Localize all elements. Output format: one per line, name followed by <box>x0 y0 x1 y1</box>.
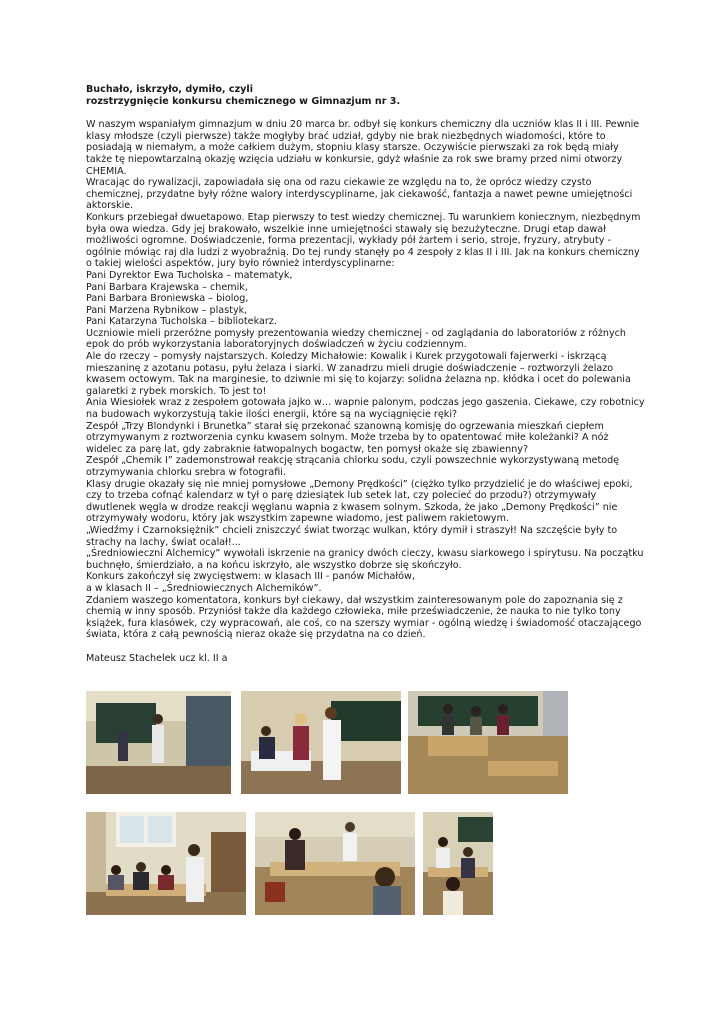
paragraph-2: Wracając do rywalizacji, zapowiadała się ona od razu ciekawie ze względu na to, że oprócz wiedzy czysto chemicznej, przydatne były różne walory interdyscyplinarne, jak ciekawość, fantazja a nawet pewne umiejętności aktorskie. <box>86 177 633 212</box>
jury-member-1: Pani Dyrektor Ewa Tucholska – matematyk, <box>86 269 293 281</box>
photo-3 <box>408 691 568 794</box>
result-line-1: Konkurs zakończył się zwycięstwem: w klasach III - panów Michałów, <box>86 571 415 583</box>
photo-6 <box>423 812 493 915</box>
paragraph-12: Zdaniem waszego komentatora, konkurs był ciekawy, dał wszystkim zainteresowanym pole do zapoznania się z chemią w inny sposób. Przyniósł także dla każdego człowieka, miłe przeświadczenie, że nauka to nie tylko tony książek, fura klasówek, czy wypracowań, ale coś, co na szerszy wymiar - ogólną wiedzę i świadomość otaczającego świata, która z całą pewnością nieraz okaże się przydatna na co dzień. <box>86 594 642 641</box>
article-author: Mateusz Stachelek ucz kl. II a <box>86 652 228 664</box>
jury-member-3: Pani Barbara Broniewska – biolog, <box>86 293 249 305</box>
paragraph-1: W naszym wspaniałym gimnazjum w dniu 20 marca br. odbył się konkurs chemiczny dla uczniów klas II i III. Pewnie klasy młodsze (czyli pierwsze) także mogłyby brać udział, gdyby nie brak niezbędnych wiadomości, które to posiadają w niemałym, a może całkiem dużym, stopniu klasy starsze. Oczywiście pierwszaki za rok będą miały także tę niepowtarzalną okazję wzięcia udziału w konkursie, gdyż właśnie za rok swe bramy przed nimi otworzy CHEMIA. <box>86 119 640 177</box>
paragraph-9: Klasy drugie okazały się nie mniej pomysłowe „Demony Prędkości” (ciężko tylko przydzielić je do właściwej epoki, czy to trzeba cofnąć kalendarz w tył o parę dziesiątek lub setek lat, czy polecieć do przodu?) otrzymywały dwutlenek węgla w drodze reakcji węglanu wapnia z kwasem solnym. Szkoda, że jako „Demony Prędkości” nie otrzymywały wodoru, który jak wszystkim zapewne wiadomo, jest paliwem rakietowym. <box>86 478 633 525</box>
article-title-line1: Buchało, iskrzyło, dymiło, czyli <box>86 84 253 95</box>
paragraph-5: Ale do rzeczy – pomysły najstarszych. Koledzy Michałowie: Kowalik i Kurek przygotowali fajerwerki - iskrzącą mieszaninę z azotanu potasu, pyłu żelaza i siarki. W zanadrzu mieli drugie doświadczenie – roztworzyli żelazo kwasem octowym. Tak na marginesie, to dziwnie mi się to kojarzy: solidna żelazna np. kłódka i ocet do polewania galaretki z rybek morskich. To jest to! <box>86 351 631 397</box>
paragraph-11: „Średniowieczni Alchemicy” wywołali iskrzenie na granicy dwóch cieczy, kwasu siarkowego i spirytusu. Na początku buchnęło, śmierdziało, a na końcu iskrzyło, ale wszystko dobrze się skończyło. <box>86 548 644 571</box>
paragraph-6: Ania Wiesiołek wraz z zespołem gotowała jajko w… wapnie palonym, podczas jego gaszenia. Ciekawe, czy robotnicy na budowach wykorzystują takie ilości energii, które są na wyciągnięcie ręki? <box>86 397 645 421</box>
paragraph-3: Konkurs przebiegał dwuetapowo. Etap pierwszy to test wiedzy chemicznej. Tu warunkiem koniecznym, niezbędnym była owa wiedza. Gdy jej brakowało, wszelkie inne umiejętności stawały się bezużyteczne. Drugi etap dawał możliwości ogromne. Doświadczenie, forma prezentacji, wykłady pół żartem i serio, stroje, fryzury, atrybuty - ogólnie mówiąc raj dla ludzi z wyobraźnią. Do tej rundy stanęły po 4 zespoły z klas II i III. Jak na konkurs chemiczny o takiej wielości aspektów, jury było również interdyscyplinarne: <box>86 211 641 270</box>
result-line-2: a w klasach II – „Średniowiecznych Alchemików”. <box>86 582 322 594</box>
jury-member-5: Pani Katarzyna Tucholska – bibliotekarz. <box>86 316 277 328</box>
paragraph-7: Zespół „Trzy Blondynki i Brunetka” starał się przekonać szanowną komisję do ogrzewania mieszkań ciepłem otrzymywanym z roztworzenia cynku kwasem solnym. Może trzeba by to opatentować miłe koleżanki? A nóż widelec za parę lat, gdy zabraknie łatwopalnych bogactw, ten pomysł okaże się zbawienny? <box>86 420 609 455</box>
article-title-line2: rozstrzygnięcie konkursu chemicznego w Gimnazjum nr 3. <box>86 95 401 107</box>
photo-1 <box>86 691 231 794</box>
paragraph-8: Zespół „Chemik I” zademonstrował reakcję strącania chlorku sodu, czyli powszechnie wykorzystywaną metodę otrzymywania chlorku srebra w fotografii. <box>86 455 620 478</box>
jury-member-4: Pani Marzena Rybnikow – plastyk, <box>86 304 248 316</box>
photo-2 <box>241 691 401 794</box>
paragraph-4: Uczniowie mieli przeróżne pomysły prezentowania wiedzy chemicznej - od zaglądania do laboratoriów z różnych epok do prób wykorzystania laboratoryjnych doświadczeń w życiu codziennym. <box>86 327 626 351</box>
paragraph-10: „Wiedźmy i Czarnoksiężnik” chcieli zniszczyć świat tworząc wulkan, który dymił i straszył! Na szczęście były to strachy na lachy, świat ocalał!... <box>86 524 618 548</box>
photo-4 <box>86 812 246 915</box>
photo-5 <box>255 812 415 915</box>
jury-member-2: Pani Barbara Krajewska – chemik, <box>86 281 248 293</box>
article <box>86 84 646 665</box>
